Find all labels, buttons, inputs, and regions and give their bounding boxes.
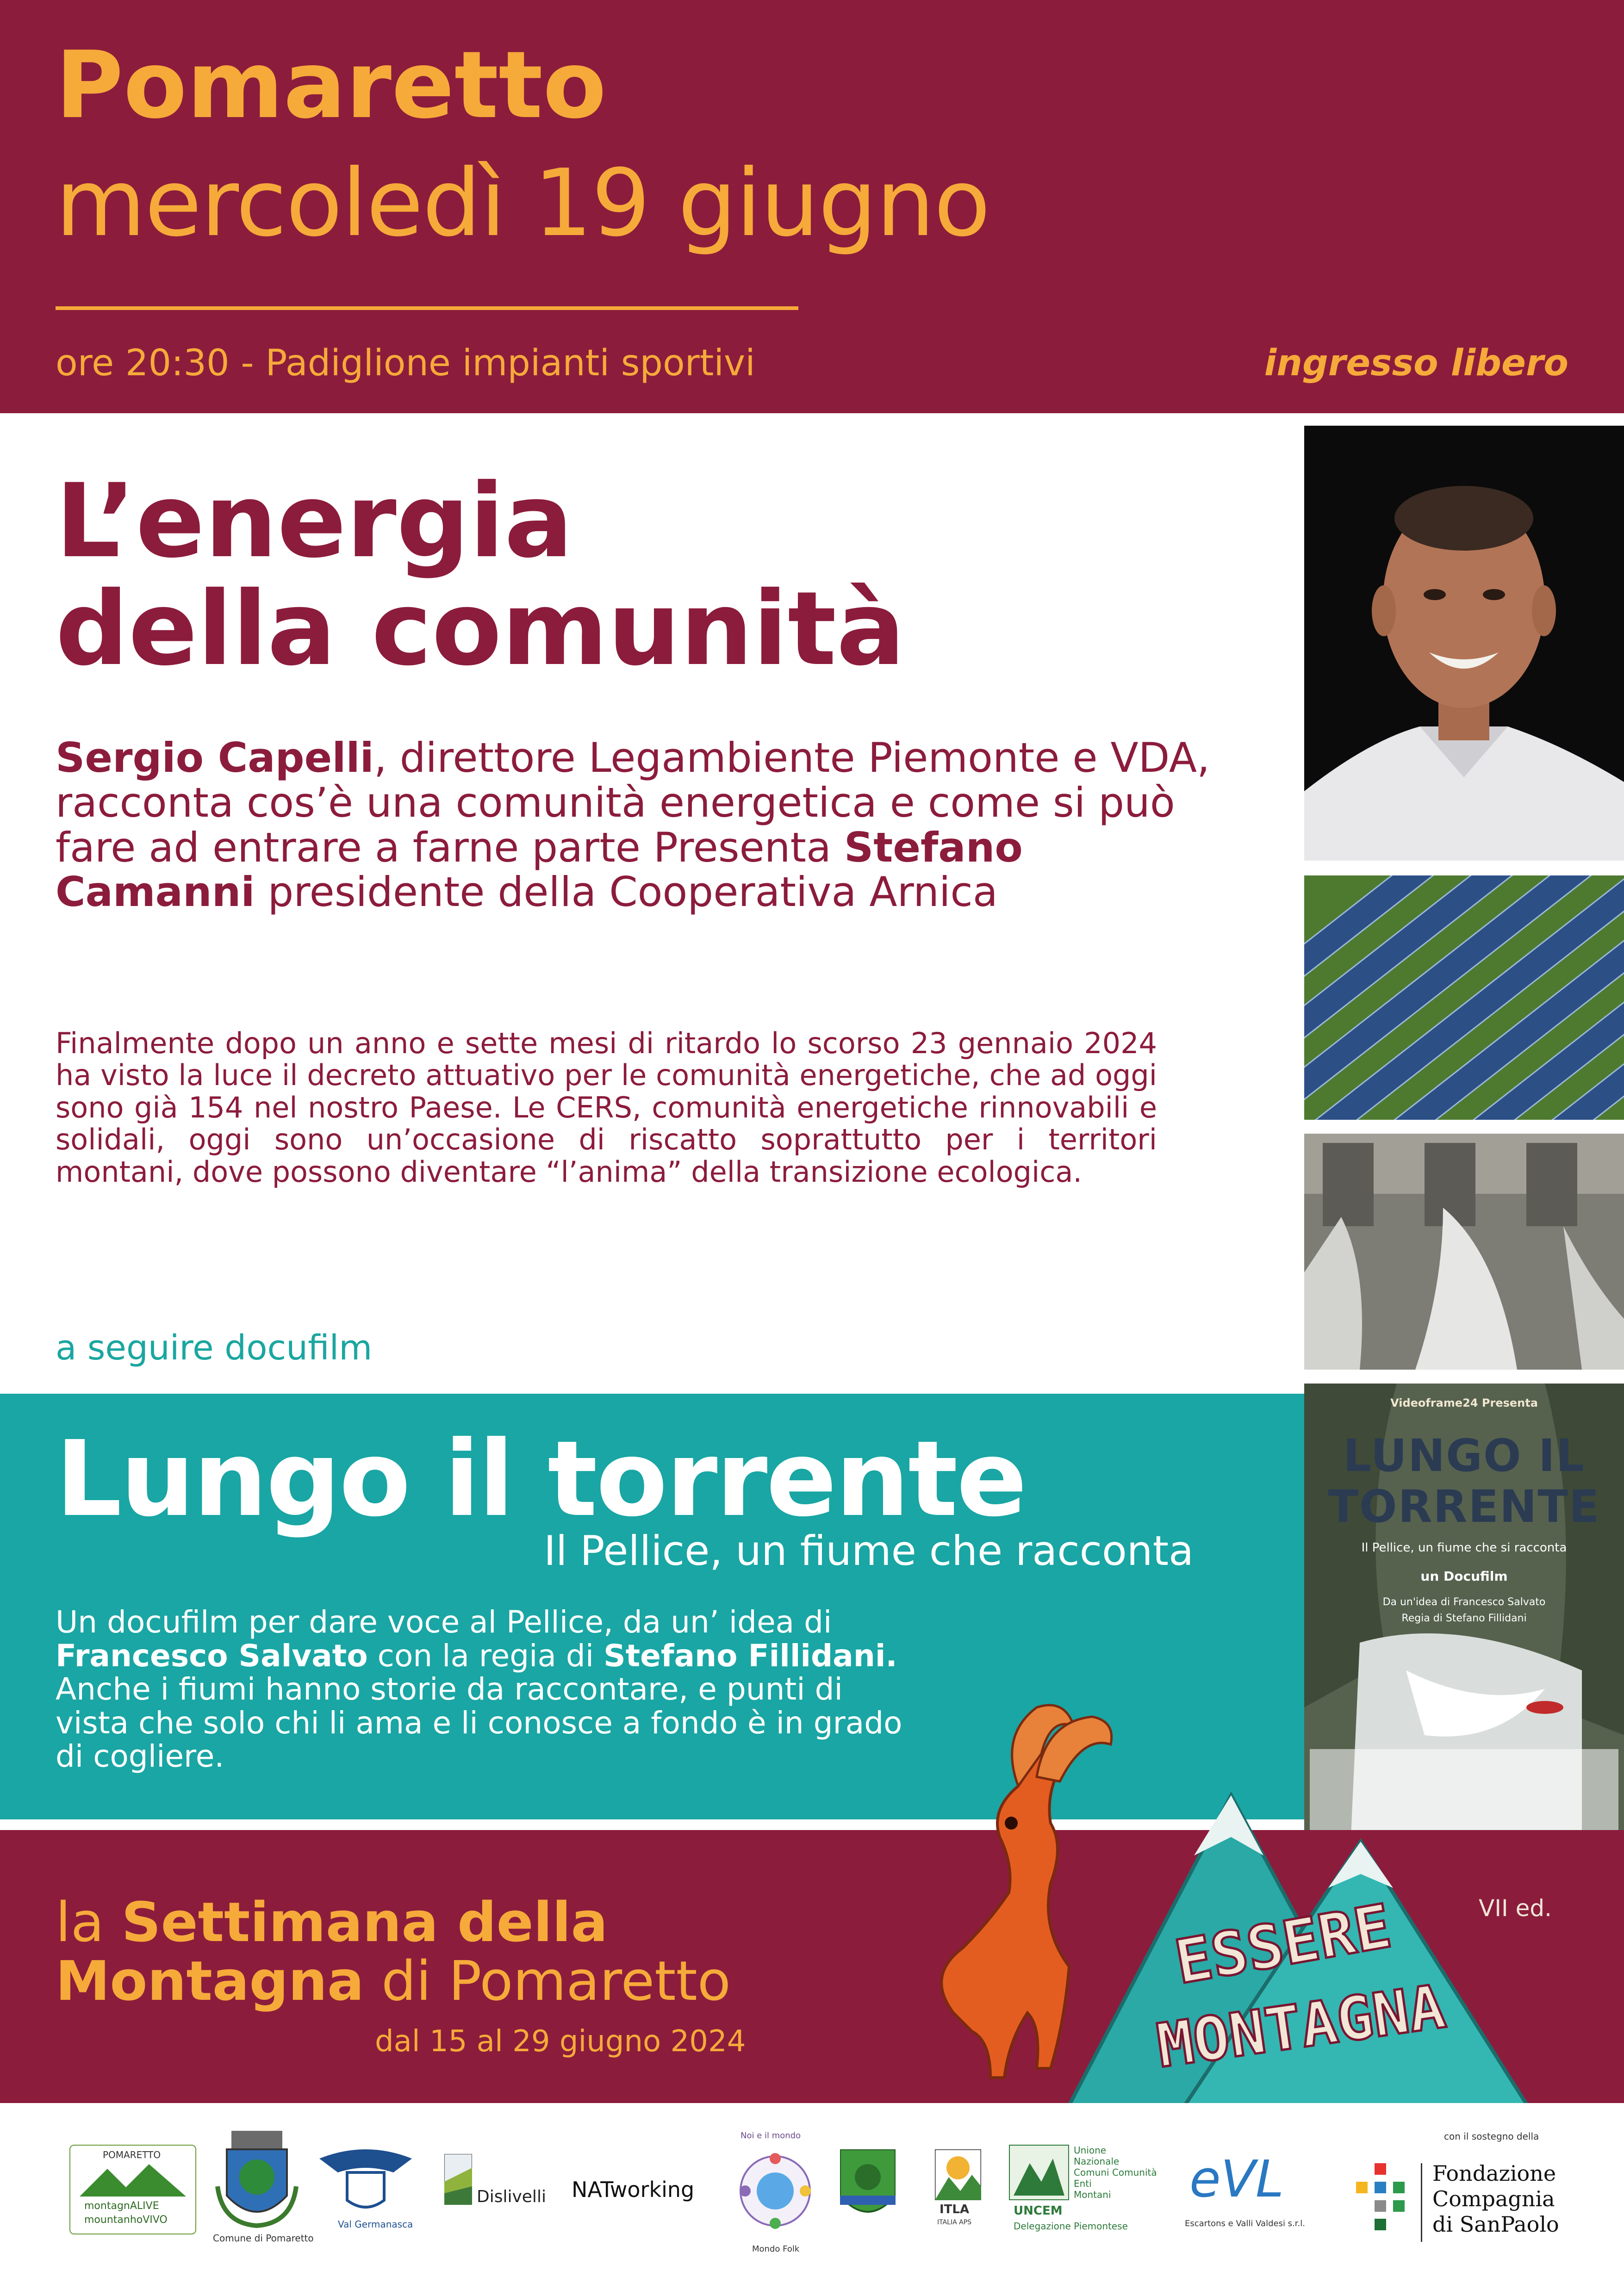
festival-line1	[56, 1890, 608, 1954]
followup-label: a seguire docufilm	[56, 1328, 373, 1368]
talk-lead-text2: presidente della Cooperativa Arnica	[255, 868, 998, 916]
montagnalive-logo	[69, 2145, 196, 2234]
fondazione-line1: Fondazione	[1432, 2161, 1556, 2186]
itla-sub-caption: ITALIA APS	[937, 2219, 972, 2226]
film-desc-2: con la regia di	[367, 1638, 604, 1674]
noi-mondo-caption: Noi e il mondo	[740, 2131, 801, 2141]
evl-logo	[1185, 2149, 1324, 2237]
solar-panels-photo	[1304, 875, 1624, 1120]
festival-name-2: Montagna	[56, 1949, 364, 2013]
festival-name-1: Settimana della	[121, 1890, 608, 1954]
fondazione-line3: di SanPaolo	[1432, 2212, 1559, 2237]
film-desc-3: Anche i fiumi hanno storie da raccontare, e punti di vista che solo chi li ama e li conosce a fondo è in grado di cogliere.	[56, 1671, 902, 1775]
talk-description: Finalmente dopo un anno e sette mesi di ritardo lo scorso 23 gennaio 2024 ha visto la luce il decreto attuativo per le comunità energetiche, che ad oggi sono già 154 nel nostro Paese. Le CERS, comunità energetiche rinnovabili e solidali, oggi sono un’occasione di riscatto soprattutto per i territori montani, dove possono diventare “l’anima” della transizione ecologica.	[56, 1026, 1157, 1189]
edition-label: VII ed.	[1479, 1895, 1552, 1922]
poster-subtitle: Il Pellice, un fiume che si racconta	[1361, 1541, 1567, 1555]
film-description	[56, 1606, 902, 1774]
fondazione-divider	[1421, 2163, 1422, 2242]
festival-line2	[56, 1949, 731, 2013]
talk-title-line1: L’energia	[56, 462, 573, 580]
talk-title	[56, 462, 1259, 689]
fondazione-line2: Compagnia	[1432, 2186, 1555, 2211]
natworking-caption: NATworking	[572, 2177, 695, 2202]
mountanhovivo-caption: mountanhoVIVO	[84, 2214, 168, 2226]
film-title: Lungo il torrente	[56, 1419, 1026, 1540]
essere-word: ESSERE	[1170, 1891, 1396, 1998]
film-director: Stefano Fillidani.	[604, 1638, 897, 1674]
festival-prefix: la	[56, 1890, 122, 1954]
film-author: Francesco Salvato	[56, 1638, 368, 1674]
natworking-logo	[572, 2177, 724, 2205]
poster-kind: un Docufilm	[1420, 1569, 1508, 1584]
uncem-logo	[1009, 2145, 1176, 2237]
talk-lead	[56, 736, 1222, 915]
itla-logo	[935, 2149, 981, 2233]
fondazione-logo	[1356, 2131, 1578, 2270]
event-time-place: ore 20:30 - Padiglione impianti sportivi	[56, 342, 755, 384]
poster-title-line2: TORRENTE	[1328, 1481, 1600, 1533]
mondo-folk-caption: Mondo Folk	[752, 2244, 800, 2254]
speaker-name: Sergio Capelli	[56, 734, 374, 782]
festival-suffix: di Pomaretto	[364, 1949, 731, 2013]
town-title: Pomaretto	[56, 31, 607, 139]
uncem-line4: Enti	[1074, 2178, 1092, 2189]
itla-caption: ITLA	[940, 2203, 970, 2216]
val-germanasca-logo	[319, 2145, 412, 2233]
poster-presenter: Videoframe24 Presenta	[1390, 1396, 1538, 1409]
festival-dates: dal 15 al 29 giugno 2024	[375, 2024, 746, 2059]
presenter-name: Stefano Camanni	[56, 823, 1023, 916]
uncem-line3: Comuni Comunità	[1074, 2167, 1157, 2178]
header-divider	[56, 306, 798, 310]
uncem-deleg: Delegazione Piemontese	[1014, 2221, 1128, 2232]
free-entry-label: ingresso libero	[1264, 342, 1568, 384]
uncem-abbr: UNCEM	[1014, 2204, 1063, 2218]
sponsor-strip	[0, 2103, 1624, 2296]
dislivelli-caption: Dislivelli	[477, 2187, 546, 2206]
mondo-folk-logo	[731, 2131, 819, 2265]
pomaretto-caption: POMARETTO	[103, 2149, 161, 2160]
montagnalive-caption: montagnALIVE	[84, 2200, 159, 2212]
talk-lead-text1: , direttore Legambiente Piemonte e VDA, racconta cos’è una comunità energetica e come si può fare ad entrare a farne parte Presenta	[56, 734, 1210, 871]
film-desc-1: Un docufilm per dare voce al Pellice, da un’ idea di	[56, 1604, 832, 1640]
poster-idea: Da un'idea di Francesco Salvato	[1382, 1596, 1546, 1608]
uncem-line2: Nazionale	[1074, 2156, 1120, 2167]
comune-caption: Comune di Pomaretto	[213, 2233, 314, 2244]
dislivelli-logo	[444, 2154, 551, 2214]
poster-director: Regia di Stefano Fillidani	[1401, 1613, 1527, 1624]
film-subtitle: Il Pellice, un fiume che racconta	[544, 1527, 1194, 1575]
comune-pomaretto-logo	[213, 2131, 314, 2251]
event-date: mercoledì 19 giugno	[56, 149, 990, 257]
montagna-word: MONTAGNA	[1152, 1971, 1450, 2081]
talk-title-line2: della comunità	[56, 570, 905, 689]
dam-photo	[1304, 1134, 1624, 1370]
uncem-line5: Montani	[1074, 2189, 1111, 2200]
village-crest-logo	[840, 2149, 896, 2223]
evl-abbr: eVL	[1189, 2149, 1284, 2209]
val-germanasca-caption: Val Germanasca	[338, 2219, 413, 2230]
poster-title-line1: LUNGO IL	[1343, 1430, 1585, 1482]
support-caption: con il sostegno della	[1444, 2131, 1539, 2142]
evl-caption: Escartons e Valli Valdesi s.r.l.	[1185, 2219, 1305, 2228]
uncem-line1: Unione	[1074, 2145, 1107, 2156]
speaker-photo	[1304, 426, 1624, 861]
